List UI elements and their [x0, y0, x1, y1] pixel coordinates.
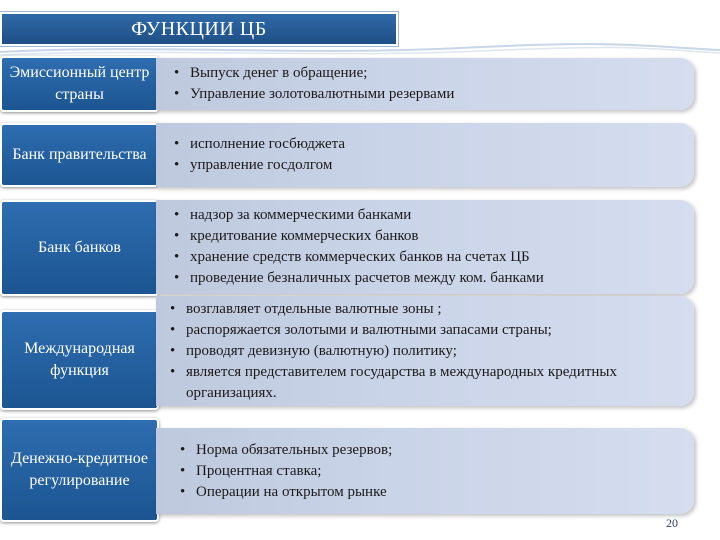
function-label: Денежно-кредитное регулирование	[0, 418, 159, 522]
bullet-item: • проведение безналичных расчетов между ком. банками	[174, 268, 544, 289]
function-label: Эмиссионный центр страны	[0, 56, 159, 112]
bullet-item: • исполнение госбюджета	[174, 134, 345, 155]
bullet-item: • возглавляет отдельные валютные зоны ;	[170, 299, 674, 320]
function-label: Банк банков	[0, 200, 159, 296]
bullet-item: • является представителем государства в международных кредитных организациях.	[170, 362, 674, 404]
bullet-item: • управление госдолгом	[174, 155, 345, 176]
function-label: Банк правительства	[0, 123, 159, 187]
function-details	[156, 428, 694, 514]
bullet-item: • Управление золотовалютными резервами	[174, 84, 454, 105]
bullet-item: • Выпуск денег в обращение;	[174, 63, 454, 84]
function-details	[156, 200, 694, 294]
function-details	[156, 296, 694, 406]
page-number: 20	[666, 516, 678, 530]
bullet-item: • Норма обязательных резервов;	[180, 440, 392, 461]
slide-title: ФУНКЦИИ ЦБ	[0, 12, 398, 46]
bullet-item: • Операции на открытом рынке	[180, 482, 392, 503]
bullet-item: • распоряжается золотыми и валютными запасами страны;	[170, 320, 674, 341]
bullet-item: • кредитование коммерческих банков	[174, 226, 544, 247]
function-details	[156, 123, 694, 187]
bullet-item: • проводят девизную (валютную) политику;	[170, 341, 674, 362]
bullet-item: • Процентная ставка;	[180, 461, 392, 482]
bullet-item: • хранение средств коммерческих банков на счетах ЦБ	[174, 247, 544, 268]
function-details	[156, 58, 694, 110]
bullet-item: • надзор за коммерческими банками	[174, 205, 544, 226]
function-label: Международная функция	[0, 310, 159, 410]
